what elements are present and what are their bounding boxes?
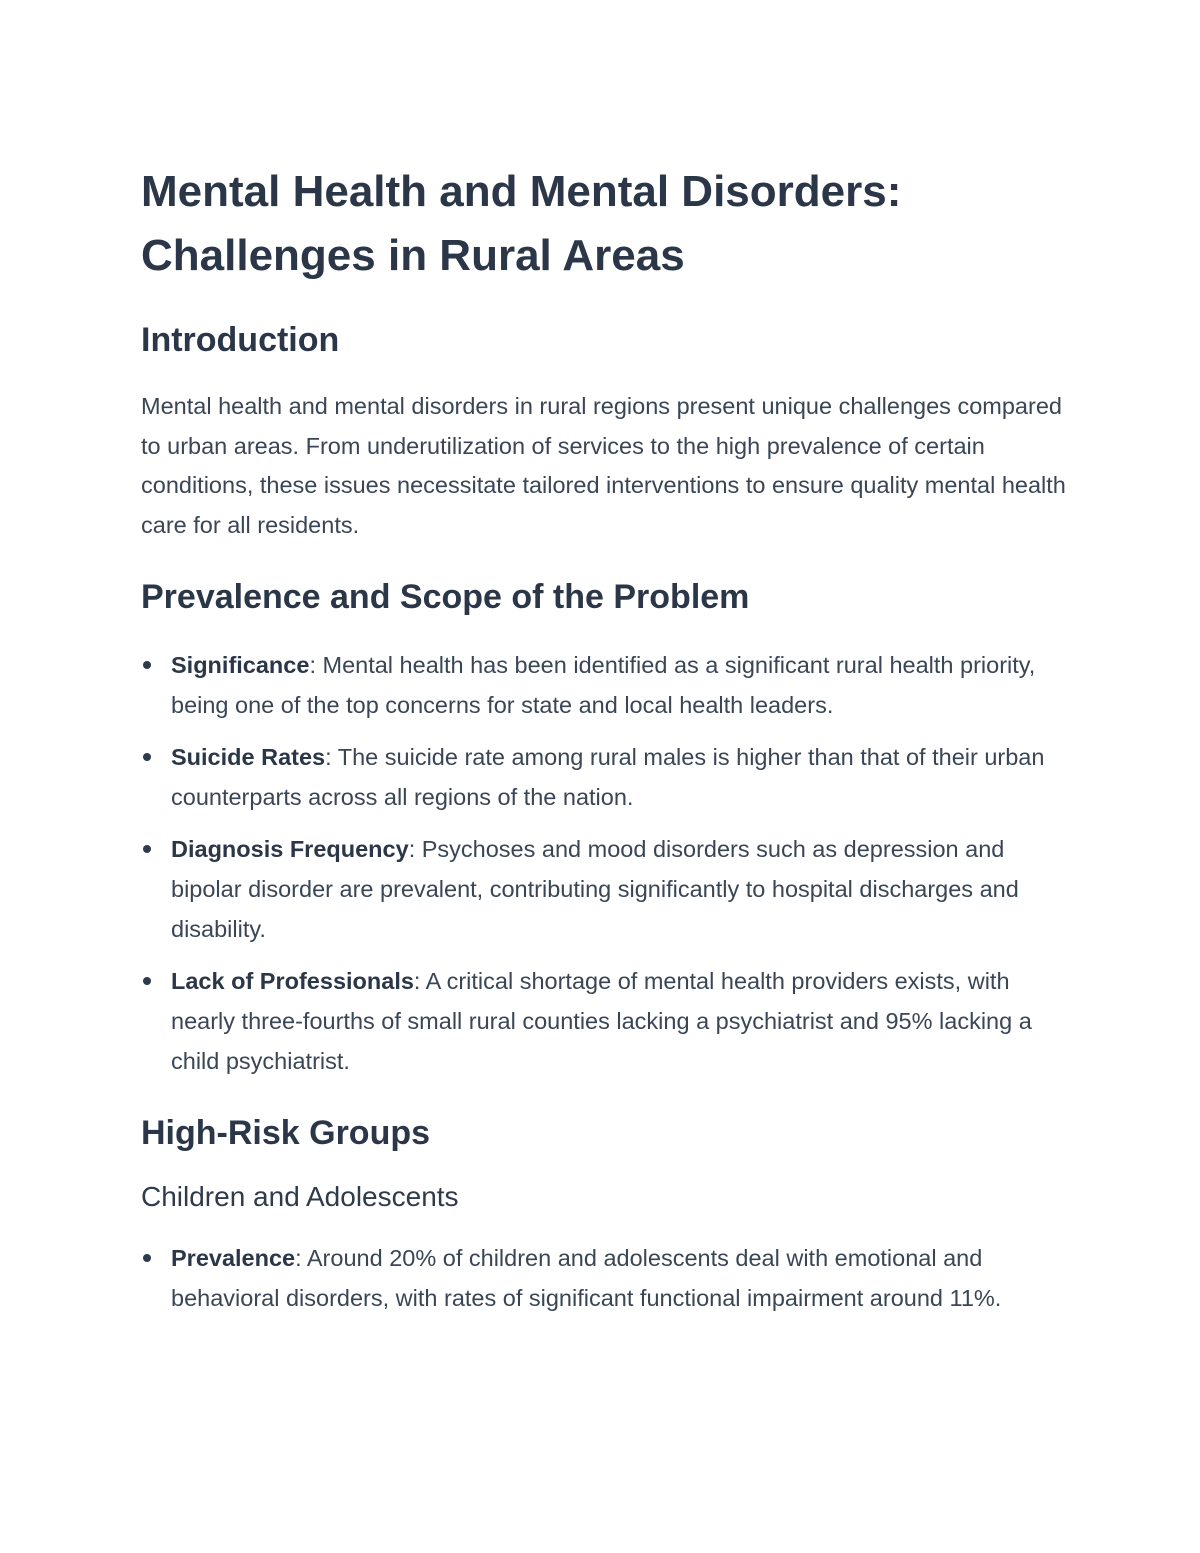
list-item-text: : A critical shortage of mental health providers exists, with nearly three-fourths of small rural counties lacking a psychiatrist and 95% lacking a child psychiatrist.	[171, 968, 1032, 1074]
list-item-term: Diagnosis Frequency	[171, 836, 409, 862]
list-item-text: : Around 20% of children and adolescents deal with emotional and behavioral disorders, with rates of significant functional impairment around 11%.	[171, 1245, 1002, 1311]
children-subheading: Children and Adolescents	[141, 1181, 459, 1212]
list-item-term: Suicide Rates	[171, 744, 326, 770]
list-item-term: Prevalence	[171, 1245, 296, 1271]
prevalence-heading: Prevalence and Scope of the Problem	[141, 578, 750, 616]
bullet-icon	[143, 845, 151, 853]
document-page	[141, 160, 1071, 1318]
list-item-term: Significance	[171, 652, 310, 678]
list-item	[141, 645, 1071, 725]
high-risk-heading: High-Risk Groups	[141, 1114, 431, 1152]
list-item	[141, 961, 1071, 1081]
list-item	[141, 829, 1071, 949]
list-item-term: Lack of Professionals	[171, 968, 414, 994]
bullet-icon	[143, 753, 151, 761]
list-item-text: : Psychoses and mood disorders such as depression and bipolar disorder are prevalent, contributing significantly to hospital discharges and disability.	[171, 836, 1019, 942]
prevalence-list	[141, 645, 1071, 1081]
bullet-icon	[143, 977, 151, 985]
bullet-icon	[143, 661, 151, 669]
introduction-paragraph: Mental health and mental disorders in rural regions present unique challenges compared to urban areas. From underutilization of services to the high prevalence of certain conditions, these issues necessitate tailored interventions to ensure quality mental health care for all residents.	[141, 393, 1066, 538]
document-title: Mental Health and Mental Disorders: Challenges in Rural Areas	[141, 167, 902, 280]
list-item-text: : Mental health has been identified as a significant rural health priority, being one of the top concerns for state and local health leaders.	[171, 652, 1036, 718]
introduction-heading: Introduction	[141, 321, 340, 359]
list-item	[141, 737, 1071, 817]
children-list	[141, 1238, 1071, 1318]
bullet-icon	[143, 1254, 151, 1262]
list-item-text: : The suicide rate among rural males is higher than that of their urban counterparts across all regions of the nation.	[171, 744, 1045, 810]
list-item	[141, 1238, 1071, 1318]
